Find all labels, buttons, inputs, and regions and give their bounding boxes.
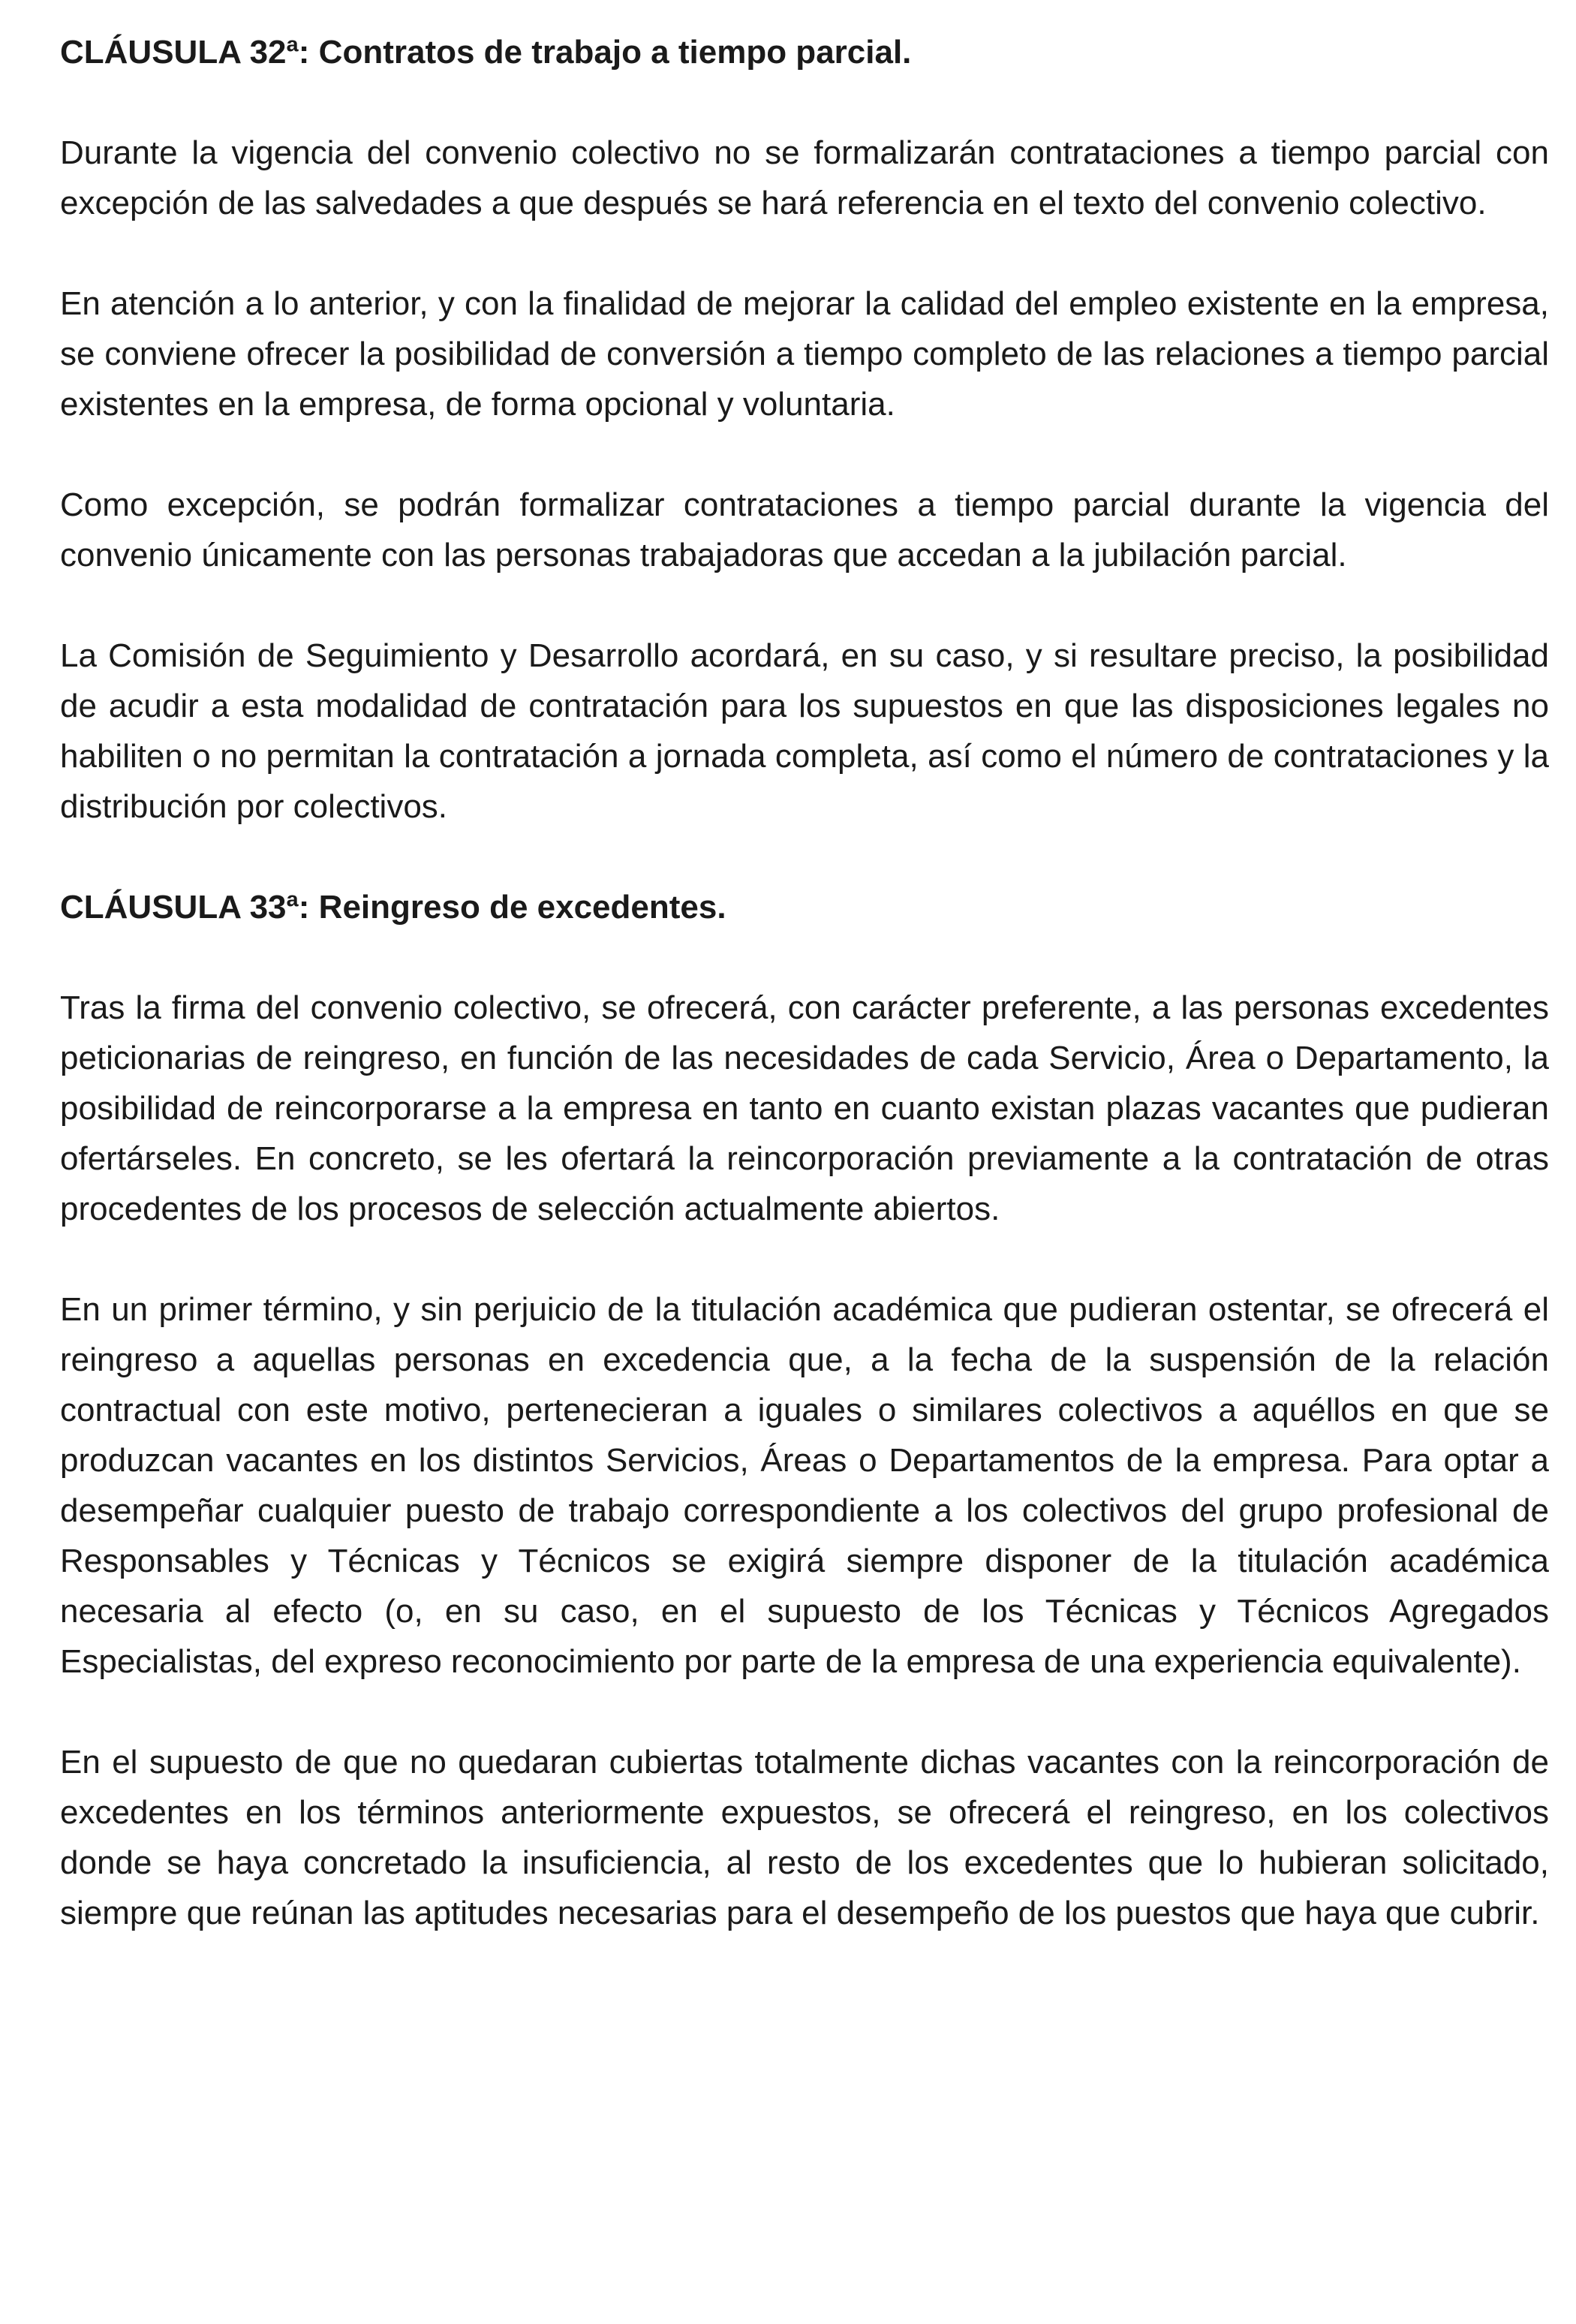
clause-32-paragraph-2: En atención a lo anterior, y con la finalidad de mejorar la calidad del empleo existente en la empresa, se conviene ofrecer la posibilidad de conversión a tiempo completo de las relaciones a tiempo parcial existentes en la empresa, de forma opcional y voluntaria. (60, 285, 1549, 423)
clause-33-paragraph-1: Tras la firma del convenio colectivo, se ofrecerá, con carácter preferente, a las personas excedentes peticionarias de reingreso, en función de las necesidades de cada Servicio, Área o Departamento, la posibilidad de reincorporarse a la empresa en tanto en cuanto existan plazas vacantes que pudieran ofertárseles. En concreto, se les ofertará la reincorporación previamente a la contratación de otras procedentes de los procesos de selección actualmente abiertos. (60, 989, 1549, 1227)
spacer (60, 429, 1549, 480)
spacer (60, 1234, 1549, 1284)
clause-32-paragraph-1: Durante la vigencia del convenio colectivo no se formalizarán contrataciones a tiempo parcial con excepción de las salvedades a que después se hará referencia en el texto del convenio colectivo. (60, 134, 1549, 221)
clause-33-heading: CLÁUSULA 33ª: Reingreso de excedentes. (60, 889, 726, 926)
spacer (60, 832, 1549, 882)
clause-32-heading: CLÁUSULA 32ª: Contratos de trabajo a tiempo parcial. (60, 34, 912, 71)
document-page (60, 27, 1549, 1938)
spacer (60, 932, 1549, 983)
spacer (60, 1687, 1549, 1737)
spacer (60, 580, 1549, 631)
spacer (60, 228, 1549, 278)
clause-33-paragraph-3: En el supuesto de que no quedaran cubiertas totalmente dichas vacantes con la reincorporación de excedentes en los términos anteriormente expuestos, se ofrecerá el reingreso, en los colectivos donde se haya concretado la insuficiencia, al resto de los excedentes que lo hubieran solicitado, siempre que reúnan las aptitudes necesarias para el desempeño de los puestos que haya que cubrir. (60, 1744, 1549, 1931)
clause-33-paragraph-2: En un primer término, y sin perjuicio de la titulación académica que pudieran ostentar, se ofrecerá el reingreso a aquellas personas en excedencia que, a la fecha de la suspensión de la relación contractual con este motivo, pertenecieran a iguales o similares colectivos a aquéllos en que se produzcan vacantes en los distintos Servicios, Áreas o Departamentos de la empresa. Para optar a desempeñar cualquier puesto de trabajo correspondiente a los colectivos del grupo profesional de Responsables y Técnicas y Técnicos se exigirá siempre disponer de la titulación académica necesaria al efecto (o, en su caso, en el supuesto de los Técnicas y Técnicos Agregados Especialistas, del expreso reconocimiento por parte de la empresa de una experiencia equivalente). (60, 1291, 1549, 1680)
clause-32-paragraph-4: La Comisión de Seguimiento y Desarrollo acordará, en su caso, y si resultare preciso, la posibilidad de acudir a esta modalidad de contratación para los supuestos en que las disposiciones legales no habiliten o no permitan la contratación a jornada completa, así como el número de contrataciones y la distribución por colectivos. (60, 637, 1549, 825)
spacer (60, 77, 1549, 128)
clause-32-paragraph-3: Como excepción, se podrán formalizar contrataciones a tiempo parcial durante la vigencia del convenio únicamente con las personas trabajadoras que accedan a la jubilación parcial. (60, 486, 1549, 573)
